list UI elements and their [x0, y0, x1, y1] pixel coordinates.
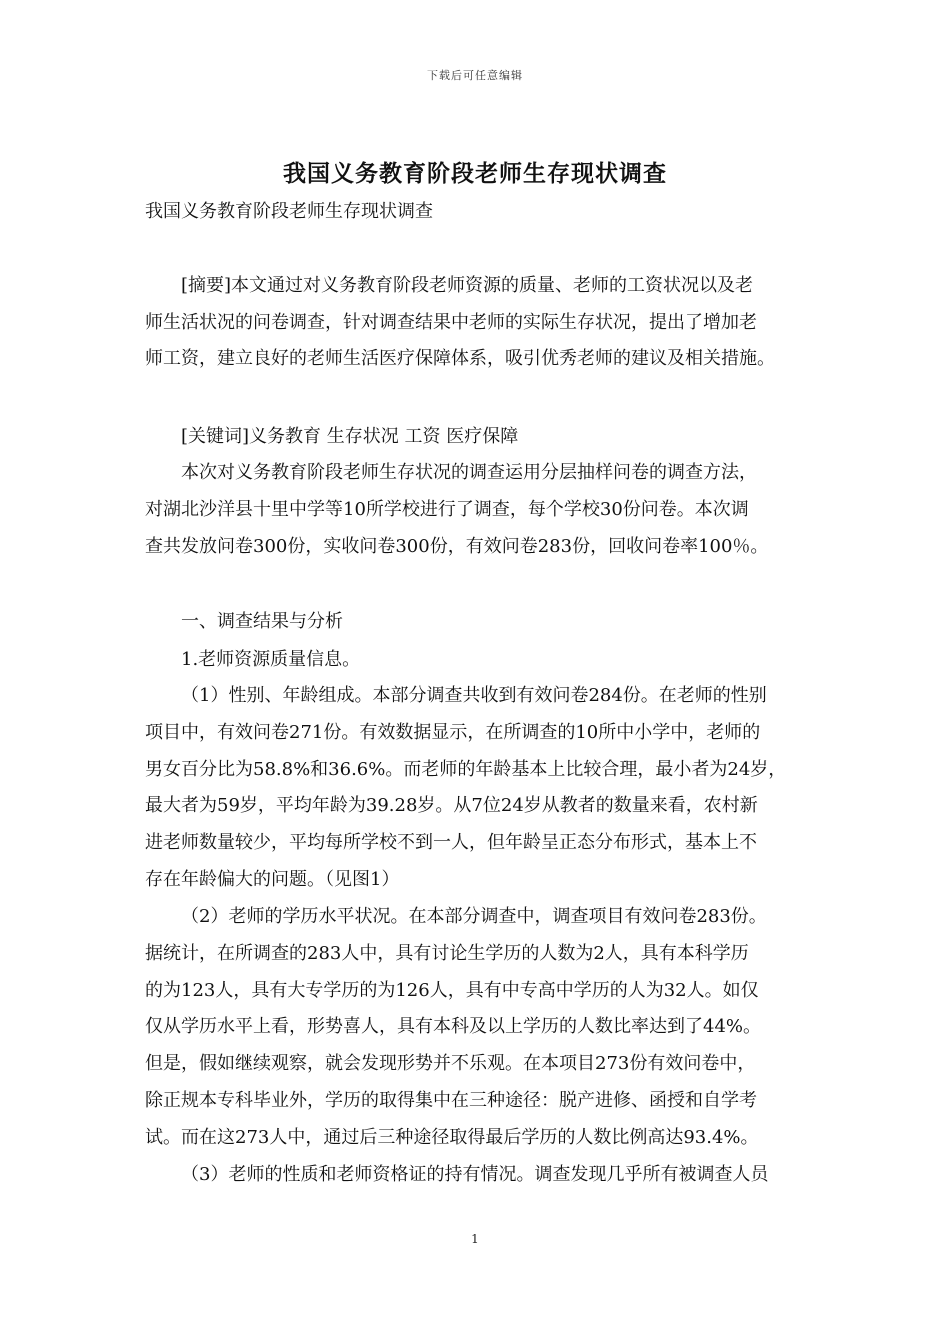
page-number: 1	[471, 1232, 479, 1246]
paragraph-line: 查共发放问卷300份，实收问卷300份，有效问卷283份，回收问卷率100％。	[145, 536, 769, 557]
paragraph-line: 项目中，有效问卷271份。有效数据显示，在所调查的10所中小学中，老师的	[145, 722, 761, 743]
paragraph-line: 对湖北沙洋县十里中学等10所学校进行了调查，每个学校30份问卷。本次调	[145, 499, 749, 520]
document-title: 我国义务教育阶段老师生存现状调查	[283, 160, 667, 187]
paragraph-line: 仅从学历水平上看，形势喜人，具有本科及以上学历的人数比率达到了44%。	[145, 1016, 762, 1037]
subsection-heading: 1.老师资源质量信息。	[181, 649, 361, 670]
subtitle: 我国义务教育阶段老师生存现状调查	[145, 201, 433, 222]
abstract-line: [摘要]本文通过对义务教育阶段老师资源的质量、老师的工资状况以及老	[181, 275, 754, 296]
paragraph-line: 最大者为59岁，平均年龄为39.28岁。从7位24岁从教者的数量来看，农村新	[145, 795, 758, 816]
page-header: 下载后可任意编辑	[427, 69, 523, 82]
paragraph-line: 除正规本专科毕业外，学历的取得集中在三种途径：脱产进修、函授和自学考	[145, 1090, 757, 1111]
paragraph-line: 本次对义务教育阶段老师生存状况的调查运用分层抽样问卷的调查方法，	[181, 462, 757, 483]
paragraph-line: 试。而在这273人中，通过后三种途径取得最后学历的人数比例高达93.4%。	[145, 1127, 759, 1148]
abstract-line: 师生活状况的问卷调查，针对调查结果中老师的实际生存状况，提出了增加老	[145, 312, 757, 333]
keywords-line: [关键词]义务教育 生存状况 工资 医疗保障	[181, 426, 519, 447]
paragraph-line: 男女百分比为58.8%和36.6%。而老师的年龄基本上比较合理，最小者为24岁，	[145, 759, 787, 780]
paragraph-line: 的为123人，具有大专学历的为126人，具有中专高中学历的人为32人。如仅	[145, 980, 759, 1001]
section-heading: 一、调查结果与分析	[181, 611, 343, 632]
paragraph-line: 进老师数量较少，平均每所学校不到一人，但年龄呈正态分布形式，基本上不	[145, 832, 757, 853]
abstract-line: 师工资，建立良好的老师生活医疗保障体系，吸引优秀老师的建议及相关措施。	[145, 348, 775, 369]
paragraph-line: 但是，假如继续观察，就会发现形势并不乐观。在本项目273份有效问卷中，	[145, 1053, 756, 1074]
paragraph-line: 据统计，在所调查的283人中，具有讨论生学历的人数为2人，具有本科学历	[145, 943, 749, 964]
paragraph-line: （3）老师的性质和老师资格证的持有情况。调查发现几乎所有被调查人员	[181, 1164, 769, 1185]
paragraph-line: （1）性别、年龄组成。本部分调查共收到有效问卷284份。在老师的性别	[181, 685, 767, 706]
paragraph-line: （2）老师的学历水平状况。在本部分调查中，调查项目有效问卷283份。	[181, 906, 767, 927]
paragraph-line: 存在年龄偏大的问题。（见图1）	[145, 869, 400, 890]
